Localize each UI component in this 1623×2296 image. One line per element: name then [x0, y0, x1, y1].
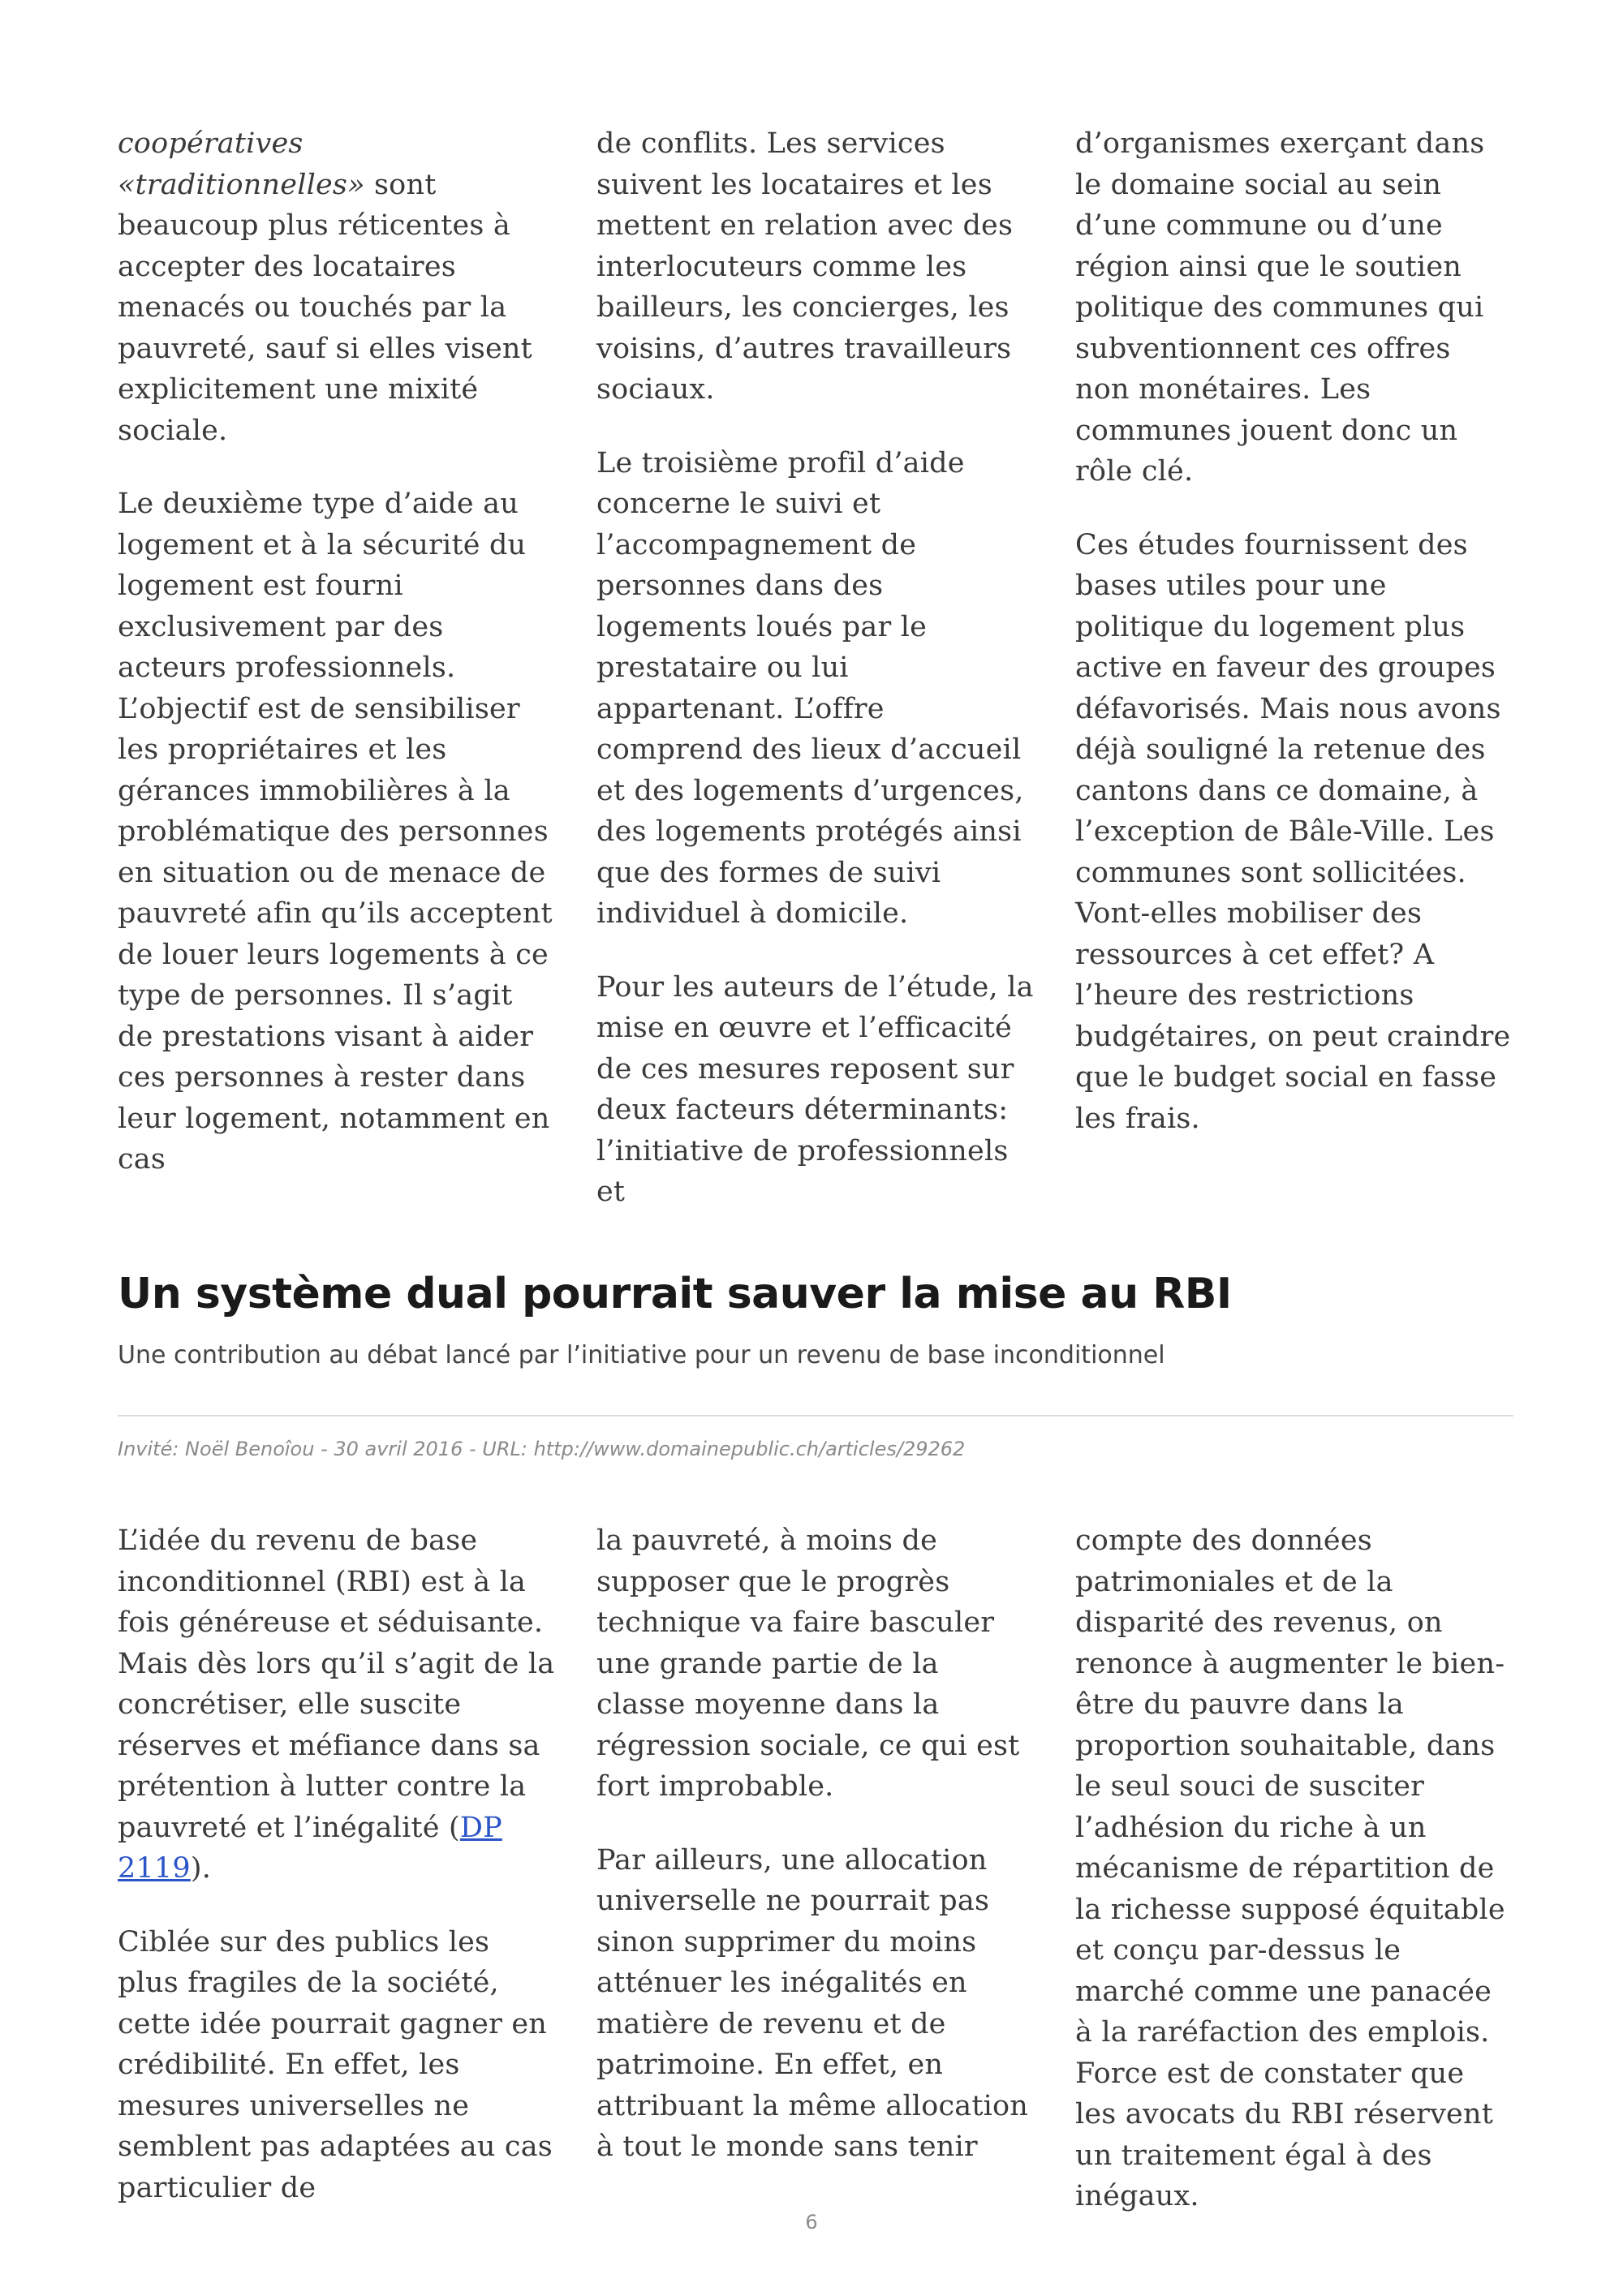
paragraph: compte des données patrimoniales et de la disparité des revenus, on renonce à augmenter le bien-être du pauvre dans la proportion souhaitable, dans le seul souci de susciter l’adhésion du riche à un mécanisme de répartition de la richesse supposé équitable et conçu par-dessus le marché comme une panacée à la raréfaction des emplois. Force est de constater que les avocats du RBI réservent un traitement égal à des inégaux. [1075, 1524, 1505, 2212]
paragraph [118, 123, 556, 451]
paragraph-text: ). [190, 1852, 212, 1885]
bottom-column-1 [118, 1520, 556, 2217]
paragraph: Par ailleurs, une allocation universelle ne pourrait pas sinon supprimer du moins atténuer les inégalités en matière de revenu et de patrimoine. En effet, en attribuant la même allocation à tout le monde sans tenir [596, 1843, 1029, 2163]
paragraph-text: L’idée du revenu de base inconditionnel (RBI) est à la fois généreuse et séduisante. Mais dès lors qu’il s’agit de la concrétiser, elle suscite réserves et méfiance dans sa prétention à lutter contre la pauvreté et l’inégalité ( [118, 1524, 555, 1844]
top-column-1 [118, 123, 556, 1213]
top-column-3 [1075, 123, 1513, 1213]
paragraph: d’organismes exerçant dans le domaine social au sein d’une commune ou d’une région ainsi que le soutien politique des communes qui subventionnent ces offres non monétaires. Les communes jouent donc un rôle clé. [1075, 127, 1485, 488]
paragraph: de conflits. Les services suivent les locataires et les mettent en relation avec des interlocuteurs comme les bailleurs, les concierges, les voisins, d’autres travailleurs sociaux. [596, 127, 1014, 406]
bottom-article-columns [118, 1520, 1513, 2217]
quoted-term: coopératives «traditionnelles» [118, 127, 365, 201]
divider [118, 1415, 1513, 1417]
top-article-columns [118, 123, 1513, 1213]
bottom-column-3 [1075, 1520, 1513, 2217]
paragraph: la pauvreté, à moins de supposer que le progrès technique va faire basculer une grande partie de la classe moyenne dans la régression sociale, ce qui est fort improbable. [596, 1524, 1020, 1803]
paragraph: Le deuxième type d’aide au logement et à la sécurité du logement est fourni exclusivement par des acteurs professionnels. L’objectif est de sensibiliser les propriétaires et les gérances immobilières à la problématique des personnes en situation ou de menace de pauvreté afin qu’ils acceptent de louer leurs logements à ce type de personnes. Il s’agit de prestations visant à aider ces personnes à rester dans leur logement, notamment en cas [118, 488, 553, 1176]
article-meta: Invité: Noël Benoîou - 30 avril 2016 - URL: http://www.domainepublic.ch/articles/29262 [118, 1438, 966, 1460]
paragraph [118, 1520, 556, 1890]
article-title: Un système dual pourrait sauver la mise au RBI [118, 1270, 1232, 1318]
article-subtitle: Une contribution au débat lancé par l’initiative pour un revenu de base inconditionnel [118, 1341, 1165, 1369]
paragraph: Le troisième profil d’aide concerne le suivi et l’accompagnement de personnes dans des logements loués par le prestataire ou lui appartenant. L’offre comprend des lieux d’accueil et des logements d’urgences, des logements protégés ainsi que des formes de suivi individuel à domicile. [596, 446, 1024, 930]
paragraph: Ciblée sur des publics les plus fragiles de la société, cette idée pourrait gagner en crédibilité. En effet, les mesures universelles ne semblent pas adaptées au cas particulier de [118, 1925, 553, 2204]
page-number: 6 [805, 2211, 818, 2234]
top-column-2 [596, 123, 1035, 1213]
paragraph: Pour les auteurs de l’étude, la mise en œuvre et l’efficacité de ces mesures reposent sur deux facteurs déterminants: l’initiative de professionnels et [596, 970, 1034, 1208]
paragraph-text: sont beaucoup plus réticentes à accepter des locataires menacés ou touchés par la pauvreté, sauf si elles visent explicitement une mixité sociale. [118, 168, 532, 447]
bottom-column-2 [596, 1520, 1035, 2217]
paragraph: Ces études fournissent des bases utiles pour une politique du logement plus active en faveur des groupes défavorisés. Mais nous avons déjà souligné la retenue des cantons dans ce domaine, à l’exception de Bâle-Ville. Les communes sont sollicitées. Vont-elles mobiliser des ressources à cet effet? A l’heure des restrictions budgétaires, on peut craindre que le budget social en fasse les frais. [1075, 528, 1511, 1135]
dp-2119-link[interactable]: DP 2119 [118, 1811, 502, 1885]
